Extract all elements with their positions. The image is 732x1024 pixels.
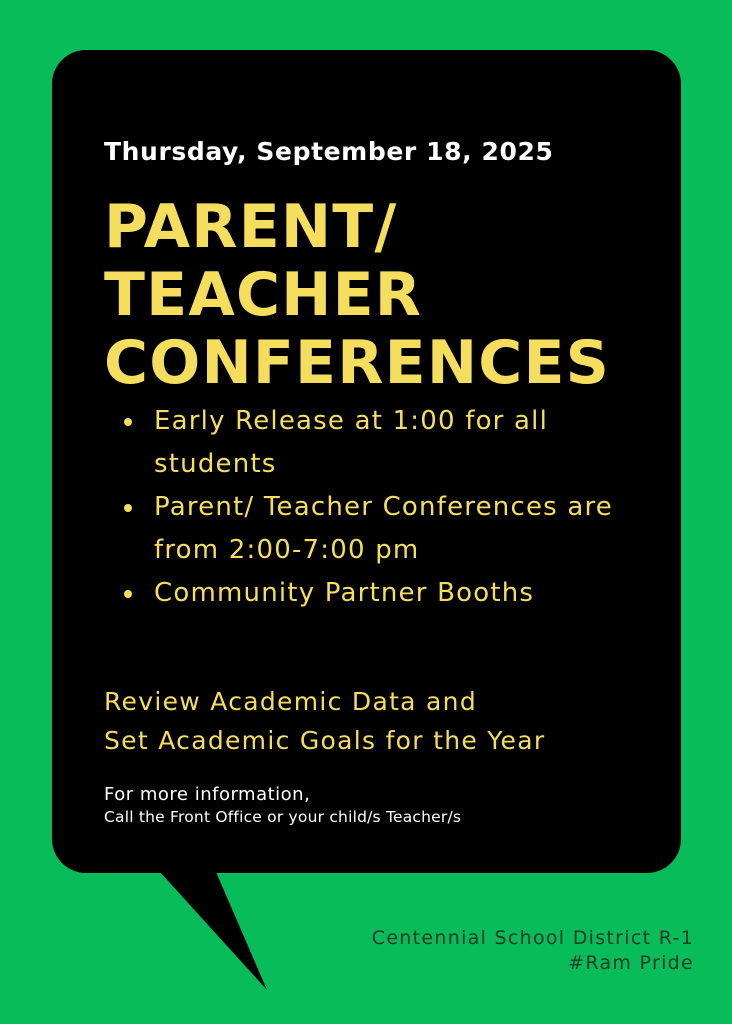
bullet-dot-icon [124,504,132,512]
bullet-dot-icon [124,418,132,426]
title-line-3: CONFERENCES [104,328,611,398]
district-name: Centennial School District R-1 [371,927,694,949]
district-footer [372,926,694,976]
bullet-dot-icon [124,590,132,598]
list-item-text: Parent/ Teacher Conferences are from 2:00-7:00 pm [154,492,614,565]
district-hashtag: #Ram Pride [568,952,694,974]
title-line-1: PARENT/ [104,192,398,262]
list-item-text: Community Partner Booths [154,578,535,608]
review-line-2: Set Academic Goals for the Year [104,726,546,755]
more-info-line-2: Call the Front Office or your child/s Teacher/s [104,808,462,826]
more-info-line-1: For more information, [104,784,311,805]
event-details-list [154,400,664,615]
list-item-text: Early Release at 1:00 for all students [154,406,549,479]
list-item [154,486,664,572]
event-date: Thursday, September 18, 2025 [104,137,554,166]
review-line-1: Review Academic Data and [104,687,477,716]
list-item [154,400,664,486]
more-info [104,784,461,828]
event-title [104,193,610,397]
title-line-2: TEACHER [104,260,423,330]
list-item [154,572,664,615]
review-goals-text [104,682,545,760]
